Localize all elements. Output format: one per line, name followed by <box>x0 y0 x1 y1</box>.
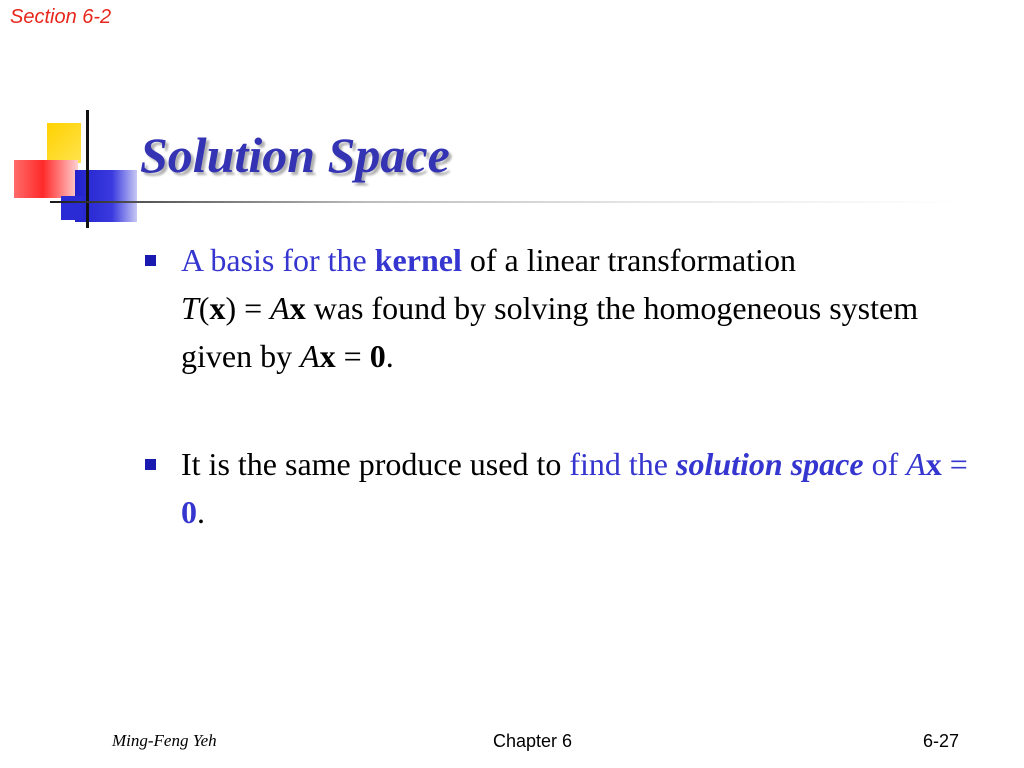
math-zero-vector: 0 <box>181 494 197 530</box>
math-A: A <box>270 290 290 326</box>
title-underline-rule <box>50 201 960 203</box>
blue-square-decoration <box>75 170 137 222</box>
math-A: A <box>300 338 320 374</box>
bullet-blue-text: of <box>863 446 907 482</box>
bullet-list <box>145 236 995 536</box>
footer-chapter: Chapter 6 <box>493 731 573 751</box>
bullet-item-kernel-basis <box>145 236 995 380</box>
math-A: A <box>906 446 926 482</box>
slide-title: Solution Space <box>140 127 450 183</box>
solution-space-term: solution space <box>675 446 864 482</box>
bullet-square-icon <box>145 255 156 266</box>
math-vector-x: x <box>925 446 942 482</box>
math-vector-x: x <box>209 290 226 326</box>
math-equals: = <box>335 338 370 374</box>
math-period: . <box>385 338 394 374</box>
math-paren: ( <box>198 290 210 326</box>
math-vector-x: x <box>319 338 336 374</box>
math-equals: ) = <box>225 290 271 326</box>
kernel-term: kernel <box>374 242 462 278</box>
math-equals: = <box>941 446 968 482</box>
bullet-text: was found by solving the homogeneous system given by <box>181 290 919 374</box>
yellow-square-decoration <box>47 123 81 163</box>
bullet-text: It is the same produce used to <box>181 446 570 482</box>
red-square-decoration <box>14 160 78 198</box>
bullet-text: of a linear transformation <box>461 242 796 278</box>
math-T: T <box>181 290 199 326</box>
footer-author: Ming-Feng Yeh <box>112 731 217 750</box>
bullet-blue-text: A basis for the <box>181 242 375 278</box>
bullet-square-icon <box>145 459 156 470</box>
vertical-rule <box>86 110 89 228</box>
math-vector-x: x <box>289 290 306 326</box>
bullet-item-solution-space <box>145 440 995 536</box>
math-period: . <box>197 494 205 530</box>
section-label: Section 6-2 <box>10 6 112 28</box>
blue-square-small-decoration <box>61 196 83 220</box>
bullet-blue-text: find the <box>569 446 676 482</box>
math-zero-vector: 0 <box>369 338 386 374</box>
footer-page-number: 6-27 <box>923 731 960 751</box>
